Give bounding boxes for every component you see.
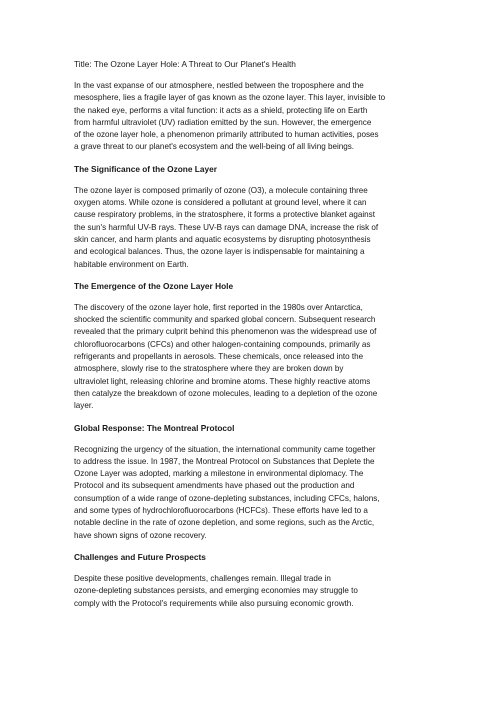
document-page (74, 58, 424, 619)
section-paragraph-challenges (74, 573, 424, 610)
intro-paragraph (74, 80, 424, 154)
paragraph-line: and ecological balances. Thus, the ozone layer is indispensable for maintaining a (74, 247, 365, 257)
paragraph-line: Ozone Layer was adopted, marking a milestone in environmental diplomacy. The (74, 469, 364, 479)
paragraph-line: Protocol and its subsequent amendments have phased out the production and (74, 481, 355, 491)
paragraph-line: shocked the scientific community and sparked global concern. Subsequent research (74, 315, 376, 325)
paragraph-line: Recognizing the urgency of the situation, the international community came together (74, 444, 376, 454)
paragraph-line: Despite these positive developments, challenges remain. Illegal trade in (74, 573, 331, 583)
section-heading-global-response: Global Response: The Montreal Protocol (74, 422, 235, 433)
paragraph-line: atmosphere, slowly rise to the stratosphere where they are broken down by (74, 364, 344, 374)
paragraph-line: a grave threat to our planet's ecosystem and the well-being of all living beings. (74, 142, 355, 152)
paragraph-line: layer. (74, 401, 94, 411)
paragraph-line: revealed that the primary culprit behind this phenomenon was the widespread use of (74, 327, 377, 337)
section-paragraph-significance (74, 185, 424, 271)
section-paragraph-global-response (74, 444, 424, 542)
paragraph-line: ozone-depleting substances persists, and emerging economies may struggle to (74, 586, 358, 596)
paragraph-line: comply with the Protocol's requirements while also pursuing economic growth. (74, 598, 354, 608)
paragraph-line: have shown signs of ozone recovery. (74, 530, 207, 540)
paragraph-line: The discovery of the ozone layer hole, first reported in the 1980s over Antarctica, (74, 302, 363, 312)
section-heading-significance: The Significance of the Ozone Layer (74, 163, 217, 174)
section-paragraph-emergence (74, 302, 424, 413)
paragraph-line: mesosphere, lies a fragile layer of gas known as the ozone layer. This layer, invisible to (74, 93, 386, 103)
paragraph-line: notable decline in the rate of ozone depletion, and some regions, such as the Arctic, (74, 518, 375, 528)
paragraph-line: to address the issue. In 1987, the Montreal Protocol on Substances that Deplete the (74, 456, 375, 466)
paragraph-line: chlorofluorocarbons (CFCs) and other halogen-containing compounds, primarily as (74, 339, 371, 349)
paragraph-line: from harmful ultraviolet (UV) radiation emitted by the sun. However, the emergence (74, 117, 372, 127)
paragraph-line: refrigerants and propellants in aerosols. These chemicals, once released into the (74, 352, 364, 362)
paragraph-line: habitable environment on Earth. (74, 259, 189, 269)
paragraph-line: and some types of hydrochlorofluorocarbons (HCFCs). These efforts have led to a (74, 506, 368, 516)
paragraph-line: skin cancer, and harm plants and aquatic ecosystems by disrupting photosynthesis (74, 234, 371, 244)
paragraph-line: the naked eye, performs a vital function: it acts as a shield, protecting life on Earth (74, 105, 368, 115)
paragraph-line: oxygen atoms. While ozone is considered a pollutant at ground level, where it can (74, 198, 367, 208)
paragraph-line: of the ozone layer hole, a phenomenon primarily attributed to human activities, poses (74, 130, 379, 140)
section-heading-challenges: Challenges and Future Prospects (74, 551, 206, 562)
document-title: Title: The Ozone Layer Hole: A Threat to Our Planet's Health (74, 59, 296, 69)
section-heading-emergence: The Emergence of the Ozone Layer Hole (74, 280, 234, 291)
paragraph-line: consumption of a wide range of ozone-depleting substances, including CFCs, halons, (74, 493, 380, 503)
paragraph-line: then catalyze the breakdown of ozone molecules, leading to a depletion of the ozone (74, 388, 378, 398)
paragraph-line: In the vast expanse of our atmosphere, nestled between the troposphere and the (74, 81, 364, 90)
paragraph-line: ultraviolet light, releasing chlorine and bromine atoms. These highly reactive atoms (74, 376, 371, 386)
paragraph-line: cause respiratory problems, in the stratosphere, it forms a protective blanket against (74, 210, 375, 220)
paragraph-line: the sun's harmful UV-B rays. These UV-B rays can damage DNA, increase the risk of (74, 222, 379, 232)
paragraph-line: The ozone layer is composed primarily of ozone (O3), a molecule containing three (74, 185, 368, 195)
